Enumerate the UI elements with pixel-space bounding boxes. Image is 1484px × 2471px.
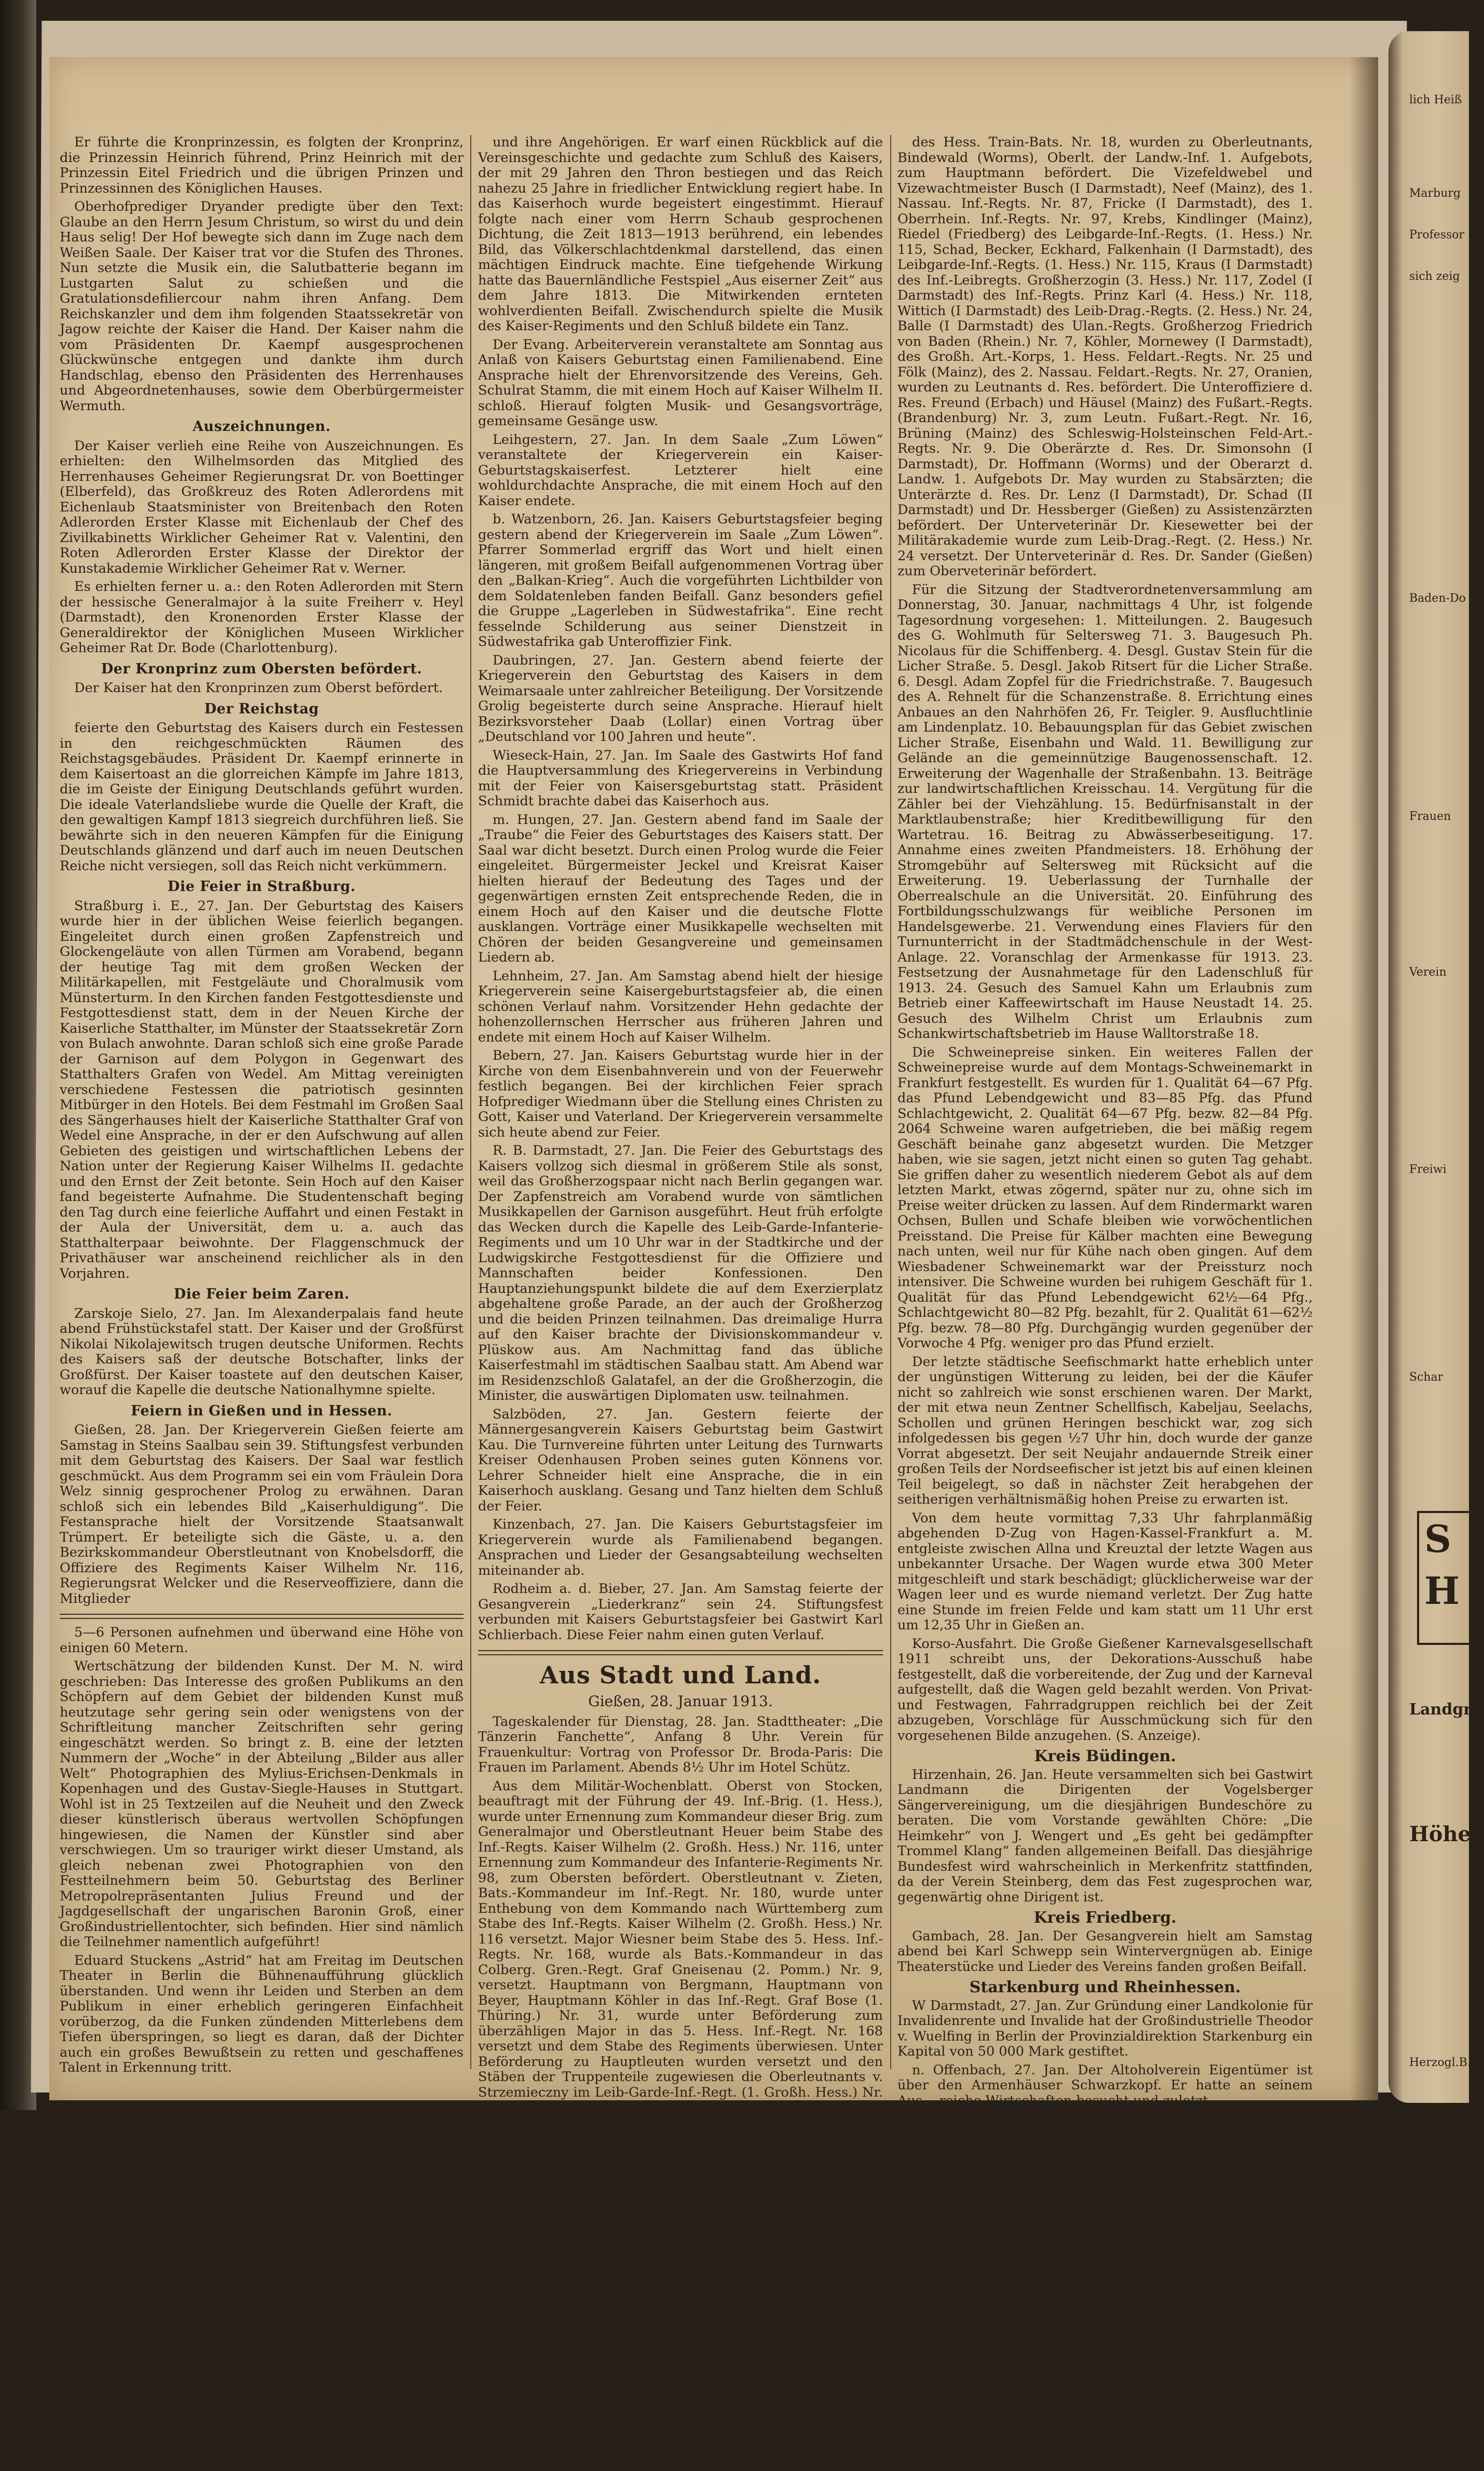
paragraph: Heinrich Nr. 116, Kommando zur Dienstleistung beim Reichs-Kolonialamt, wurde zum überzähligen Hauptmann befördert. Die Fähnriche Brandholz im Inf.-Regt. Prinz Carl (4. Großh. Hess.) Nr. 118, dieser unter Versetzung in das 5. Rhein. Inf.-Regt. Nr. 65, und Gauch im Inf.-Regt. Prinz Carl (4. Großh. Hess.) Nr. 118, wurden zu Leutnants mit Patent vom 29. Januar 1911, die Fähnriche Büttner im Inf.-Regt. Prinz Carl (4. Großh. Hess.) Nr. 118, Storch im Garde-Drag.-Regt. (1. Großh. Hess.) Nr. 23 zu Leutnants und Unteroffizier Dreil im Inf.-Leibregt. Großherzogin (3. Großh. Hess.) Nr. 117, zum Fähnrich befördert. Die Vizefeldwebel Wesenberg im Leib-Garde-Inf.-Regt. (1. Großh. Hess.) Nr. 115, Richmann (1. Köln), des Leibgarde-Inf.-Regts. (1. Hess.) Nr. 115, Wester (Andernach), des Inf.-Regts. Kaiser Wilhelm Nr. 116, und Knöhr (II Hamburg), des Garde-Drag.-Regts. wurden zu Leutnants d. Res. Knöhr (II Hamburg), des Garde-Drag.-Regts. (1. Hess.) Nr. 23, Andreae (Frankfurt a. M.) des Garde-Drag.-Regts. (1. Hess.) Nr. 23, Reiß, Leuchs (Frankfurt a. M.) <box>478 2180 883 2471</box>
paragraph: feierte den Geburtstag des Kaisers durch ein Festessen in den reichgeschmückten Räumen des Reichstagsgebäudes. Präsident Dr. Kaempf erinnerte in dem Kaisertoast an die glorreichen Kämpfe im Jahre 1813, die im Geiste der Einigung Deutschlands geführt wurden. Die ideale Vaterlandsliebe wurde die Quelle der Kraft, die den gewaltigen Kampf 1813 siegreich durchführen ließ. Sie bewährte sich in den neueren Kämpfen für die Einigung Deutschlands glänzend und darf auch im neuen Deutschen Reiche nicht versiegen, soll das Reich nicht verkümmern. <box>60 721 464 874</box>
paragraph: Von dem heute vormittag 7,33 Uhr fahrplanmäßig abgehenden D-Zug von Hagen-Kassel-Frankfurt a. M. entgleiste zwischen Allna und Kreuztal der letzte Wagen aus unbekannter Ursache. Der Wagen wurde etwa 300 Meter mitgeschleift und stark beschädigt; glücklicherweise war der Wagen leer und es wurde niemand verletzt. Der Zug hatte eine Stunde im freien Felde und kam statt um 11 Uhr erst um 12,35 Uhr in Gießen an. <box>897 1511 1313 1633</box>
paragraph: und ihre Angehörigen. Er warf einen Rückblick auf die Vereinsgeschichte und gedachte zum Schluß des Kaisers, der mit 29 Jahren den Thron bestiegen und das Reich nahezu 25 Jahre in friedlicher Entwicklung regiert habe. In das Kaiserhoch wurde begeistert eingestimmt. Hierauf folgte nach einer vom Herrn Schaub gesprochenen Dichtung, die Zeit 1813—1913 berührend, ein lebendes Bild, das Völkerschlachtdenkmal darstellend, das einen mächtigen Eindruck machte. Eine tiefgehende Wirkung hatte das Bauernländliche Festspiel „Aus eiserner Zeit“ aus dem Jahre 1813. Die Mitwirkenden ernteten wohlverdienten Beifall. Zwischendurch spielte die Musik des Kaiser-Regiments und den Schluß bildete ein Tanz. <box>478 135 883 334</box>
next-page-text: Herzogl.B. <box>1409 2056 1469 2070</box>
paragraph: Eduard Stuckens „Astrid“ hat am Freitag im Deutschen Theater in Berlin die Bühnenaufführung glücklich überstanden. Und wenn ihr Leiden und Sterben an dem Publikum in einer erheblich geringeren Einfachheit vorüberzog, da die Funken zündenden Mitterlebens dem Tiefen überspringen, so liegt es daran, daß der Dichter auch ein großes Bewußtsein zu retten und geschaffenes Talent in Erkennung tritt. <box>60 1953 464 2076</box>
page-fold-shadow <box>1350 57 1378 2100</box>
section-divider <box>478 1650 883 1655</box>
column-rule <box>470 135 471 2069</box>
paragraph: Es erhielten ferner u. a.: den Roten Adlerorden mit Stern der hessische Generalmajor à la suite Freiherr v. Heyl (Darmstadt), den Kronenorden Erster Klasse der Generaldirektor der Königlichen Museen Wirklicher Geheimer Rat Dr. Bode (Charlottenburg). <box>60 579 464 656</box>
section-heading: Auszeichnungen. <box>60 419 464 435</box>
next-page-text: Frauen <box>1409 810 1469 823</box>
section-heading: Starkenburg und Rheinhessen. <box>897 1980 1313 1995</box>
next-page-text: Marburg <box>1409 187 1469 200</box>
paragraph: 5—6 Personen aufnehmen und überwand eine Höhe von einigen 60 Metern. <box>60 1625 464 1656</box>
paragraph: Hirzenhain, 26. Jan. Heute versammelten sich bei Gastwirt Landmann die Dirigenten der Vogelsberger Sängervereinigung, um die diesjährigen Bundeschöre zu beraten. Die vom Vorstande gewählten Chöre: „Die Heimkehr“ von J. Wengert und „Es geht bei gedämpfter Trommel Klang“ fanden allgemeinen Beifall. Das diesjährige Bundesfest wird wahrscheinlich in Merkenfritz stattfinden, da der Verein Steinberg, dem das Fest zugesprochen war, gegenwärtig ohne Dirigent ist. <box>897 1767 1313 1906</box>
paragraph: R. B. Darmstadt, 27. Jan. Die Feier des Geburtstags des Kaisers vollzog sich diesmal in größerem Stile als sonst, weil das Großherzogspaar nicht nach Berlin gegangen war. Der Zapfenstreich am Vorabend wurde von sämtlichen Musikkapellen der Garnison ausgeführt. Heut früh erfolgte das Wecken durch die Kapelle des Leib-Garde-Infanterie-Regiments und um 10 Uhr war in der Stadtkirche und der Ludwigskirche Festgottesdienst für die Offiziere und Mannschaften beider Konfessionen. Den Hauptanziehungspunkt bildete die auf dem Exerzierplatz abgehaltene große Parade, an der auch der Großherzog und die beiden Prinzen teilnahmen. Das dreimalige Hurra auf den Kaiser brachte der Divisionskommandeur v. Plüskow aus. Am Nachmittag fand das übliche Kaiserfestmahl im städtischen Saalbau statt. Am Abend war im Residenzschloß Galatafel, an der die Großherzogin, die Minister, die auswärtigen Diplomaten usw. teilnahmen. <box>478 1143 883 1404</box>
paragraph: Der Kaiser hat den Kronprinzen zum Oberst befördert. <box>60 681 464 696</box>
advertisement-box <box>1417 1511 1481 1645</box>
next-page-text: Professor <box>1409 228 1469 242</box>
next-page-text: Baden-Do <box>1409 592 1469 605</box>
section-heading: Die Feier in Straßburg. <box>60 879 464 895</box>
paragraph: Lehnheim, 27. Jan. Am Samstag abend hielt der hiesige Kriegerverein seine Kaisergeburtstagsfeier ab, die einen schönen Verlauf nahm. Vorsitzender Hehn gedachte der hohenzollernschen Herrscher aus früheren Jahren und endete mit einem Hoch auf Kaiser Wilhelm. <box>478 969 883 1046</box>
paragraph: Straßburg i. E., 27. Jan. Der Geburtstag des Kaisers wurde hier in der üblichen Weise feierlich begangen. Eingeleitet durch einen großen Zapfenstreich und Glockengeläute von allen Türmen am Vorabend, begann der heutige Tag mit dem großen Wecken der Militärkapellen, mit Festgeläute und Choralmusik vom Münsterturm. In den Kirchen fanden Festgottesdienste und Festgottesdienst statt, dem in der Neuen Kirche der Kaiserliche Statthalter, im Münster der Staatssekretär Zorn von Bulach anwohnte. Daran schloß sich eine große Parade der Garnison auf dem Polygon in Gegenwart des Statthalters Grafen von Wedel. Am Mittag vereinigten verschiedene Festessen die patriotisch gesinnten Mitbürger in den Hotels. Bei dem Festmahl im Großen Saal des Sängerhauses hielt der Kaiserliche Statthalter Graf von Wedel eine Ansprache, in der er den Aufschwung auf allen Gebieten des geistigen und wirtschaftlichen Lebens der Nation unter der Regierung Kaiser Wilhelms II. gedachte und den Ernst der Zeit betonte. Sein Hoch auf den Kaiser fand begeisterte Aufnahme. Die Studentenschaft beging den Tag durch eine feierliche Auffahrt und einen Festakt in der Aula der Universität, dem u. a. auch das Statthalterpaar beiwohnte. Der Flaggenschmuck der Privathäuser war anscheinend reichlicher als in den Vorjahren. <box>60 899 464 1282</box>
paragraph: Er führte die Kronprinzessin, es folgten der Kronprinz, die Prinzessin Heinrich führend, Prinz Heinrich mit der Prinzessin Eitel Friedrich und die übrigen Prinzen und Prinzessinnen des Königlichen Hauses. <box>60 135 464 196</box>
newspaper-page <box>49 57 1378 2100</box>
paragraph: Zarskoje Sielo, 27. Jan. Im Alexanderpalais fand heute abend Frühstückstafel statt. Der Kaiser und der Großfürst Nikolai Nikolajewitsch trugen deutsche Uniformen. Rechts des Kaisers saß der deutsche Botschafter, links der Großfürst. Der Kaiser toastete auf den deutschen Kaiser, worauf die Kapelle die deutsche Nationalhymne spielte. <box>60 1306 464 1398</box>
paragraph: Leihgestern, 27. Jan. In dem Saale „Zum Löwen“ veranstaltete der Kriegerverein ein Kaiser-Geburtstagskaiserfest. Letzterer hielt eine wohldurchdachte Ansprache, die mit einem Hoch auf den Kaiser endete. <box>478 433 883 509</box>
column-2 <box>478 135 883 2080</box>
ad-letter: S <box>1424 1518 1484 1560</box>
next-page-sliver <box>1388 31 1469 2103</box>
paragraph: Wertschätzung der bildenden Kunst. Der M. N. wird geschrieben: Das Interesse des großen Publikums an den Schöpfern auf dem Gebiet der bildenden Kunst muß heutzutage sehr gering sein oder wenigstens von der Schriftleitung mancher Zeitschriften sehr gering eingeschätzt werden. So bringt z. B. eine der letzten Nummern der „Woche“ in der Abteilung „Bilder aus aller Welt“ Photographien des Mylius-Erichsen-Denkmals in Kopenhagen und des Gustav-Siegle-Hauses in Stuttgart. Wohl ist in 25 Textzeilen auf die Neuheit und den Zweck dieser künstlerisch überaus wertvollen Schöpfungen hingewiesen, die Namen der Künstler sind aber verschwiegen. Um so trauriger wirkt dieser Umstand, als gleich nebenan zwei Photographien von den Festteilnehmern beim 50. Geburtstag des Berliner Metropolrepräsentanten Julius Freund und der Jagdgesellschaft der ungarischen Baronin Groß, einer Großindustriellentochter, sich befinden. Hier sind nämlich die Teilnehmer namentlich aufgeführt! <box>60 1659 464 1950</box>
paragraph: Bebern, 27. Jan. Kaisers Geburtstag wurde hier in der Kirche von dem Eisenbahnverein und von der Feuerwehr festlich begangen. Bei der kirchlichen Feier sprach Hofprediger Wiedmann über die Stellung eines Christen zu Gott, Kaiser und Vaterland. Der Kriegerverein versammelte sich heute abend zur Feier. <box>478 1048 883 1140</box>
section-heading: Kreis Büdingen. <box>897 1749 1313 1764</box>
section-heading: Feiern in Gießen und in Hessen. <box>60 1403 464 1419</box>
dateline: Gießen, 28. Januar 1913. <box>478 1694 883 1709</box>
paragraph: Salzböden, 27. Jan. Gestern feierte der Männergesangverein Kaisers Geburtstag beim Gastwirt Kau. Die Turnvereine führten unter Leitung des Turnwarts Kreiser Odenhausen Proben seines guten Könnens vor. Lehrer Schneider hielt eine Ansprache, die in ein Kaiserhoch ausklang. Gesang und Tanz hielten dem Schluß der Feier. <box>478 1407 883 1515</box>
column-1 <box>60 135 464 2080</box>
paragraph: n. Offenbach, 27. Jan. Der Altoholverein Eigentümer ist über den Armenhäuser Schwarzkopf. Er hatte an seinem Aus... reiche Wirtschaften besucht und zuletzt <box>897 2063 1313 2109</box>
scan-left-edge <box>0 0 36 2110</box>
paragraph: Die Schweinepreise sinken. Ein weiteres Fallen der Schweinepreise wurde auf dem Montags-Schweinemarkt in Frankfurt festgestellt. Es wurden für 1. Qualität 64—67 Pfg. das Pfund Lebendgewicht und 83—85 Pfg. das Pfund Schlachtgewicht, 2. Qualität 64—67 Pfg. bezw. 82—84 Pfg. 2064 Schweine waren aufgetrieben, die bei mäßig regem Geschäft beinahe ganz abgesetzt wurden. Die Metzger haben, wie sie sagen, jetzt nicht einen so guten Tag gehabt. Sie griffen daher zu wesentlich niederem Gebot als auf dem letzten Markt, etwas zögernd, später nur zu, ohne sich im Preise weiter drücken zu lassen. Auf dem Rindermarkt waren Ochsen, Bullen und Schafe bleiben wie vorwöchentlichen Preisstand. Die Preise für Kälber machten eine Bewegung nach unten, weil nur für Kühe nach oben gingen. Auf dem Wiesbadener Schweinemarkt war der Preissturz noch intensiver. Die Schweine wurden bei ruhigem Geschäft für 1. Qualität für das Pfund Lebendgewicht 62½—64 Pfg., Schlachtgewicht 80—82 Pfg. bezahlt, für 2. Qualität 61—62½ Pfg. bezw. 78—80 Pfg. Durchgängig wurden gegenüber der Vorwoche 4 Pfg. weniger pro das Pfund erzielt. <box>897 1045 1313 1352</box>
next-page-text: Verein <box>1409 966 1469 979</box>
section-title: Aus Stadt und Land. <box>478 1662 883 1689</box>
paragraph: Der Evang. Arbeiterverein veranstaltete am Sonntag aus Anlaß von Kaisers Geburtstag einen Familienabend. Eine Ansprache hielt der Ehrenvorsitzende des Vereins, Geh. Schulrat Stamm, die mit einem Hoch auf Kaiser Wilhelm II. schloß. Hierauf folgten Musik- und Gesangsvorträge, gemeinsame Gesänge usw. <box>478 337 883 429</box>
paragraph: Gießen, 28. Jan. Der Kriegerverein Gießen feierte am Samstag in Steins Saalbau sein 39. Stiftungsfest verbunden mit dem Geburtstag des Kaisers. Der Saal war festlich geschmückt. Aus dem Programm sei ein vom Fräulein Dora Welz sinnig gesprochener Prolog zu erwähnen. Daran schloß sich ein lebendes Bild „Kaiserhuldigung“. Die Festansprache hielt der Vorsitzende Staatsanwalt Trümpert. Er beteiligte sich die Gäste, u. a. den Bezirkskommandeur Oberstleutnant von Knobelsdorff, die Offiziere des Regiments Kaiser Wilhelm Nr. 116, Regierungsrat Welcker und die Reserveoffiziere, dann die Mitglieder <box>60 1423 464 1606</box>
paragraph: Der Kaiser verlieh eine Reihe von Auszeichnungen. Es erhielten: den Wilhelmsorden das Mitglied des Herrenhauses Geheimer Regierungsrat Dr. von Boettinger (Elberfeld), das Großkreuz des Roten Adlerordens mit Eichenlaub Staatsminister von Breitenbach den Roten Adlerorden Erster Klasse mit Eichenlaub der Chef des Zivilkabinetts Wirklicher Geheimer Rat v. Valentini, den Roten Adlerorden Erster Klasse der Direktor der Kunstakademie Wirklicher Geheimer Rat v. Werner. <box>60 439 464 577</box>
section-heading: Der Kronprinz zum Obersten befördert. <box>60 661 464 677</box>
paragraph: Der letzte städtische Seefischmarkt hatte erheblich unter der ungünstigen Witterung zu leiden, bei der die Käufer nicht so zahlreich wie sonst erschienen waren. Der Markt, der mit etwa neun Zentner Schellfisch, Kabeljau, Seelachs, Schollen und grünen Heringen beschickt war, zog sich infolgedessen bis gegen ½7 Uhr hin, doch wurde der ganze Vorrat abgesetzt. Der seit Neujahr andauernde Streik einer großen Teils der Nordseefischer ist jetzt bis auf einen kleinen Teil beigelegt, so daß in nächster Zeit herabgehen der seitherigen verhältnismäßig hohen Preise zu erwarten ist. <box>897 1355 1313 1508</box>
paragraph: Korso-Ausfahrt. Die Große Gießener Karnevalsgesellschaft 1911 schreibt uns, der Dekorations-Ausschuß habe festgestellt, daß die vorbereitende, der Zug und der Karneval aufgestellt, daß die Wagen geld bezahlt werden. Von Privat- und Festwagen, Fahrradgruppen reichlich bei der Zeit abzugeben, Vorschläge für Ausschmückung sich für den vorgesehenen Bilde anzugehen. (S. Anzeige). <box>897 1637 1313 1744</box>
paragraph: Kinzenbach, 27. Jan. Die Kaisers Geburtstagsfeier im Kriegerverein wurde als Familienabend begangen. Ansprachen und Lieder der Gesangsabteilung wechselten miteinander ab. <box>478 1517 883 1578</box>
paragraph: Daubringen, 27. Jan. Gestern abend feierte der Kriegerverein den Geburtstag des Kaisers in dem Weimarsaale unter zahlreicher Beteiligung. Der Vorsitzende Grolig begeisterte durch seine Ansprache. Hierauf hielt Bezirksvorsteher Daab (Lollar) einen Vortrag über „Deutschland vor 100 Jahren und heute“. <box>478 653 883 745</box>
column-3 <box>897 135 1313 2080</box>
paragraph: Oberhofprediger Dryander predigte über den Text: Glaube an den Herrn Jesum Christum, so wirst du und dein Haus selig! Der Hof bewegte sich dann im Zuge nach dem Weißen Saale. Der Kaiser trat vor die Stufen des Thrones. Nun setzte die Musik ein, die Salutbatterie begann im Lustgarten Salut zu schießen und die Gratulationsdefiliercour nahm ihren Anfang. Dem Reichskanzler und dem ihm folgenden Staatssekretär von Jagow reichte der Kaiser die Hand. Der Kaiser nahm die vom Präsidenten Dr. Kaempf ausgesprochenen Glückwünsche entgegen und dankte ihm durch Handschlag, ebenso den Präsidenten des Herrenhauses und Abgeordnetenhauses, sowie dem Oberbürgermeister Wermuth. <box>60 199 464 414</box>
paragraph: des Hess. Train-Bats. Nr. 18, wurden zu Oberleutnants, Bindewald (Worms), Oberlt. der Landw.-Inf. 1. Aufgebots, zum Hauptmann befördert. Die Vizefeldwebel und Vizewachtmeister Busch (I Darmstadt), Neef (Mainz), des 1. Nassau. Inf.-Regts. Nr. 87, Fricke (I Darmstadt), des 1. Oberrhein. Inf.-Regts. Nr. 97, Krebs, Kindlinger (Mainz), Riedel (Friedberg) des Leibgarde-Inf.-Regts. (1. Hess.) Nr. 115, Schad, Becker, Eckhard, Falkenhain (I Darmstadt), des Leibgarde-Inf.-Regts. (1. Hess.) Nr. 115, Kraus (I Darmstadt) des Inf.-Leibregts. Großherzogin (3. Hess.) Nr. 117, Zodel (I Darmstadt) des Inf.-Regts. Prinz Karl (4. Hess.) Nr. 118, Wittich (I Darmstadt) des Leib-Drag.-Regts. (2. Hess.) Nr. 24, Balle (I Darmstadt) des Ulan.-Regts. Großherzog Friedrich von Baden (Rhein.) Nr. 7, Köhler, Mornewey (I Darmstadt), des Großh. Art.-Korps, 1. Hess. Feldart.-Regts. Nr. 25 und Fölk (Mainz), des 2. Nassau. Feldart.-Regts. Nr. 27, Oranien, wurden zu Leutnants d. Res. befördert. Die Unteroffiziere d. Res. Freund (Erbach) und Häusel (Mainz) des Fußart.-Regts. (Brandenburg) Nr. 3, zum Leutn. Fußart.-Regt. Nr. 16, Brüning (Mainz) des Schleswig-Holsteinschen Feld-Art.-Regts. Nr. 9. Die Oberärzte d. Res. Dr. Simonsohn (I Darmstadt), Dr. Hoffmann (Worms) und der Oberarzt d. Landw. 1. Aufgebots Dr. May wurden zu Stabsärzten; die Unterärzte d. Res. Dr. Lenz (I Darmstadt), Dr. Schad (II Darmstadt) und Dr. Hessberger (Gießen) zu Assistenzärzten befördert. Der Unterveterinär Dr. Kiesewetter bei der Militärakademie wurde zum Leib-Drag.-Regt. (2. Hess.) Nr. 24 versetzt. Der Unterveterinär d. Res. Dr. Sander (Gießen) zum Oberveterinär befördert. <box>897 135 1313 579</box>
next-page-text: Landgra <box>1409 1703 1469 1717</box>
next-page-text: Schar <box>1409 1371 1469 1384</box>
next-page-text: sich zeig <box>1409 270 1469 283</box>
section-heading: Kreis Friedberg. <box>897 1910 1313 1926</box>
paragraph: Aus dem Militär-Wochenblatt. Oberst von Stocken, beauftragt mit der Führung der 49. Inf.-Brig. (1. Hess.), wurde unter Ernennung zum Kommandeur dieser Brig. zum Generalmajor und Oberstleutnant Heuer beim Stabe des Inf.-Regts. Kaiser Wilhelm (2. Großh. Hess.) Nr. 116, unter Ernennung zum Kommandeur des Infanterie-Regiments Nr. 98, zum Obersten befördert. Oberstleutnant v. Zieten, Bats.-Kommandeur im Inf.-Regt. Nr. 180, wurde unter Enthebung von dem Kommando nach Württemberg zum Stabe des Inf.-Regts. Kaiser Wilhelm (2. Großh. Hess.) Nr. 116 versetzt. Major Wiesner beim Stabe des 5. Hess. Inf.-Regts. Nr. 168, wurde als Bats.-Kommandeur in das Colberg. Gren.-Regt. Graf Gneisenau (2. Pomm.) Nr. 9, versetzt. Hauptmann von Bergmann, Hauptmann von Beyer, Hauptmann Köhler in das Inf.-Regt. Graf Bose (1. Thüring.) Nr. 31, wurde unter Beförderung zum überzähligen Major in das 5. Hess. Inf.-Regt. Nr. 168 versetzt und dem Stabe des Regiments überwiesen. Unter Beförderung zu Hauptleuten wurden versetzt und den Stäben der Truppenteile zugewiesen die Oberleutnants v. Strzemieczny im Leib-Garde-Inf.-Regt. (1. Großh. Hess.) Nr. 115, in das 6. Unter-Elsäss. Inf.-Regt. Nr. 143, Beckert im Inf.-Regt. Prinz Carl (4. Großh. Hess.) Nr. 118, in das 2. Lothring. Inf.-Regt. Nr. 131. Leutnant von Rode im Inf.-Leibregt. Großherzogin (3. Großh. Hess.) Nr. 117, wurde in das Leibgarde-Inf.-Regt. Nr. 115 versetzt. <box>478 1779 883 2177</box>
paragraph: Wieseck-Hain, 27. Jan. Im Saale des Gastwirts Hof fand die Hauptversammlung des Kriegervereins in Verbindung mit der Feier von Kaisersgeburtstag statt. Präsident Schmidt brachte dabei das Kaiserhoch aus. <box>478 748 883 809</box>
paragraph: Gambach, 28. Jan. Der Gesangverein hielt am Samstag abend bei Karl Schwepp sein Wintervergnügen ab. Einige Theaterstücke und Lieder des Vereins fanden großen Beifall. <box>897 1929 1313 1975</box>
next-page-text: lich Heiß <box>1409 93 1469 107</box>
paragraph: Rodheim a. d. Bieber, 27. Jan. Am Samstag feierte der Gesangverein „Liederkranz“ sein 24. Stiftungsfest verbunden mit Kaisers Geburtstagsfeier bei Gastwirt Karl Schlierbach. Diese Feier nahm einen guten Verlauf. <box>478 1582 883 1643</box>
section-heading: Die Feier beim Zaren. <box>60 1287 464 1302</box>
next-page-text: Freiwi <box>1409 1163 1469 1177</box>
paragraph: Tageskalender für Dienstag, 28. Jan. Stadttheater: „Die Tänzerin Fanchette“, Anfang 8 Uhr. Verein für Frauenkultur: Vortrag von Professor Dr. Broda-Paris: Die Frauen im Parlament. Abends 8½ Uhr im Hotel Schütz. <box>478 1714 883 1776</box>
paragraph: b. Watzenborn, 26. Jan. Kaisers Geburtstagsfeier beging gestern abend der Kriegerverein im Saale „Zum Löwen“. Pfarrer Sommerlad ergriff das Wort und hielt einen längeren, mit großem Beifall aufgenommenen Vortrag über den „Balkan-Krieg“. Auch die vorgeführten Lichtbilder von dem Soldatenleben fanden Beifall. Ganz besonders gefiel die Gruppe „Lagerleben in Südwestafrika“. Eine recht fesselnde Schilderung aus seiner Dienstzeit in Südwestafrika gab Unteroffizier Fink. <box>478 512 883 650</box>
ad-letter: H <box>1424 1570 1484 1612</box>
section-heading: Der Reichstag <box>60 701 464 717</box>
section-divider <box>60 1614 464 1619</box>
next-page-text: Höher <box>1409 1828 1469 1841</box>
paragraph: W Darmstadt, 27. Jan. Zur Gründung einer Landkolonie für Invalidenrente und Invalide hat der Großindustrielle Theodor v. Wuelfing in Berlin der Provinzialdirektion Starkenburg ein Kapital von 50 000 Mark gestiftet. <box>897 1999 1313 2060</box>
column-rule <box>890 135 891 2069</box>
paragraph: m. Hungen, 27. Jan. Gestern abend fand im Saale der „Traube“ die Feier des Geburtstages des Kaisers statt. Der Saal war dicht besetzt. Durch einen Prolog wurde die Feier eingeleitet. Bürgermeister Jeckel und Kreisrat Kaiser hielten hierauf der Bedeutung des Tages und der gegenwärtigen ernsten Zeit entsprechende Reden, die in einem Hoch auf den Kaiser und die deutsche Flotte ausklangen. Vorträge einer Musikkapelle wechselten mit Chören der beiden Gesangvereine und gemeinsamen Liedern ab. <box>478 813 883 966</box>
paragraph: Für die Sitzung der Stadtverordnetenversammlung am Donnerstag, 30. Januar, nachmittags 4 Uhr, ist folgende Tagesordnung vorgesehen: 1. Mitteilungen. 2. Baugesuch des G. Wohlmuth für Seltersweg 71. 3. Baugesuch Ph. Nicolaus für die Schiffenberg. 4. Desgl. Gustav Stein für die Licher Straße. 5. Desgl. Jakob Ritsert für die Licher Straße. 6. Desgl. Adam Zopfel für die Friedrichstraße. 7. Baugesuch des A. Rehnelt für die Schanzenstraße. 8. Errichtung eines Anbaues an den Nahrhöfen 26, Fr. Teigler. 9. Ausfluchtlinie am Lindenplatz. 10. Bebauungsplan für das Gebiet zwischen Licher Straße, Eisenbahn und Wald. 11. Bewilligung zur Gelände an die gemeinnützige Baugenossenschaft. 12. Erweiterung der Wagenhalle der Straßenbahn. 13. Beiträge zur landwirtschaftlichen Kreisschau. 14. Vergütung für die Zähler bei der Viehzählung. 15. Bedürfnisanstalt in der Marktlaubenstraße; hier Kreditbewilligung für den Wartetrau. 16. Beitrag zu Abwässerbeseitigung. 17. Annahme eines zweiten Pfandmeisters. 18. Erhöhung der Stromgebühr auf Seltersweg mit Rücksicht auf die Erweiterung. 19. Ueberlassung der Turnhalle der Oberrealschule an die Universität. 20. Einführung des Fortbildungsschulzwangs für weibliche Personen im Handelsgewerbe. 21. Verwendung eines Flaviers für den Turnunterricht in der Stadtmädchenschule in der West-Anlage. 22. Voranschlag der Armenkasse für 1913. 23. Festsetzung der Ausnahmetage für den Ladenschluß für 1913. 24. Gesuch des Samuel Kahn um Erlaubnis zum Betrieb einer Kaffeewirtschaft im Hause Neustadt 14. 25. Gesuch des Wilhelm Christ um Erlaubnis zum Schankwirtschaftsbetrieb im Hause Walltorstraße 18. <box>897 583 1313 1042</box>
